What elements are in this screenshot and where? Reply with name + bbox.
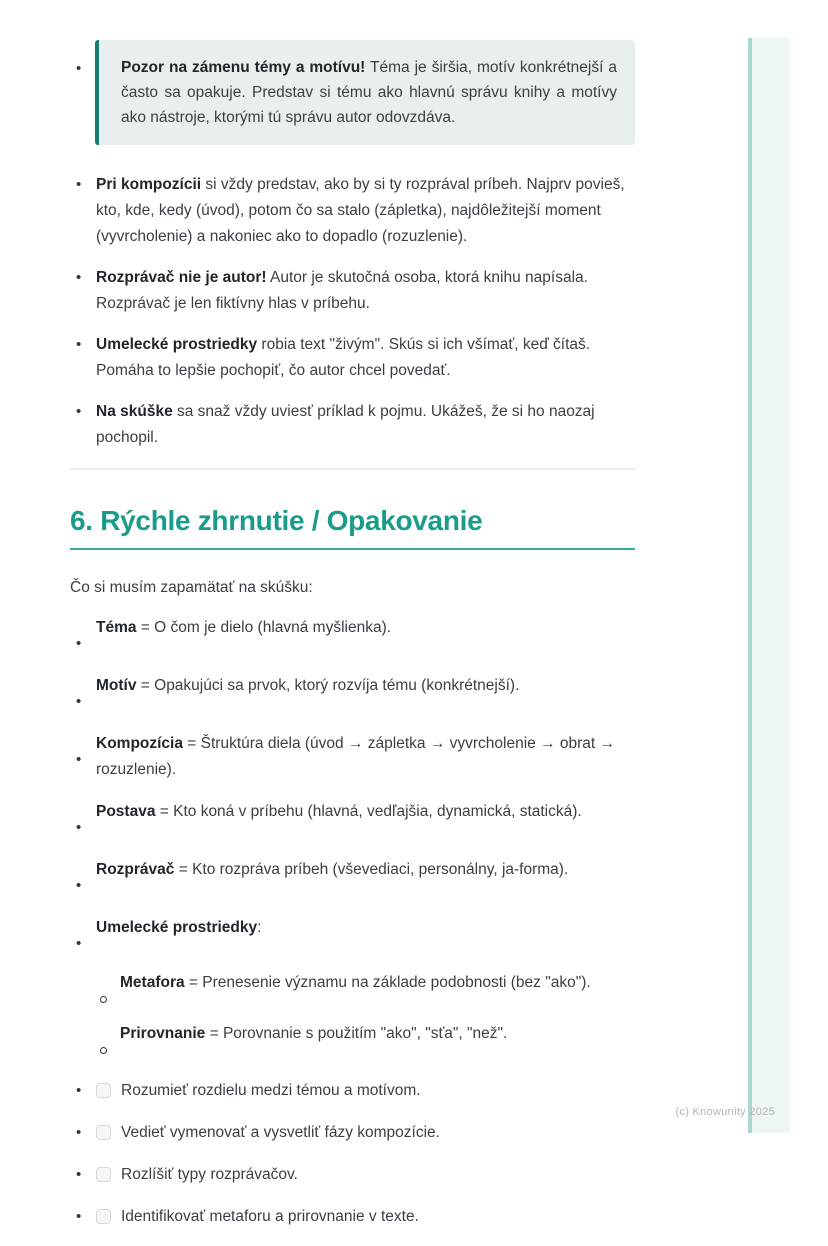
tip-text: sa snaž vždy uviesť príklad k pojmu. Ukážeš, že si ho naozaj pochopil.: [96, 403, 595, 446]
tips-list: [70, 172, 635, 451]
circle-bullet-icon: [100, 1021, 120, 1063]
bullet-icon: •: [76, 336, 82, 353]
checklist-item: [70, 1078, 635, 1104]
bullet-icon: •: [76, 877, 82, 894]
list-item: [70, 172, 635, 250]
sub-list-item: [70, 970, 635, 1012]
section-divider: [70, 468, 635, 470]
list-item: [70, 799, 635, 841]
tip-text: robia text "živým". Skús si ich všímať, keď čítaš. Pomáha to lepšie pochopiť, čo autor chcel povedať.: [96, 336, 591, 379]
summary-text: = Štruktúra diela (úvod → zápletka → vyvrcholenie → obrat → rozuzlenie).: [96, 735, 616, 778]
checklist-label: Vedieť vymenovať a vysvetliť fázy kompozície.: [121, 1124, 440, 1141]
tip-term: Umelecké prostriedky: [96, 336, 258, 353]
sub-text: = Porovnanie s použitím "ako", "sťa", "než".: [205, 1025, 508, 1042]
tip-term: Rozprávač nie je autor!: [96, 269, 267, 286]
summary-term: Kompozícia: [96, 735, 183, 752]
section-heading: 6. Rýchle zhrnutie / Opakovanie: [70, 504, 635, 550]
callout-list-item: [70, 40, 635, 145]
summary-text: = Opakujúci sa prvok, ktorý rozvíja tému (konkrétnejší).: [136, 677, 520, 694]
callout-body-text: Téma je širšia, motív konkrétnejší a často sa opakuje. Predstav si tému ako hlavnú správu knihy a motívy ako nástroje, ktorými tú správu autor odovzdáva.: [121, 59, 617, 126]
checkbox[interactable]: [96, 1167, 111, 1182]
watermark: (c) Knowunity 2025: [675, 1106, 775, 1118]
bullet-icon: •: [76, 403, 82, 420]
summary-text: = Kto rozpráva príbeh (vševediaci, personálny, ja-forma).: [174, 861, 569, 878]
bullet-icon: •: [76, 935, 82, 952]
list-item: [70, 265, 635, 317]
bullet-icon: •: [76, 751, 82, 768]
sub-text: = Prenesenie významu na základe podobnosti (bez "ako").: [184, 974, 591, 991]
bullet-icon: •: [76, 1166, 82, 1183]
list-item: [70, 857, 635, 899]
checkbox[interactable]: [96, 1125, 111, 1140]
bullet-icon: •: [76, 1082, 82, 1099]
bullet-icon: •: [76, 176, 82, 193]
page-edge-line: [748, 38, 752, 1133]
summary-term: Rozprávač: [96, 861, 175, 878]
callout-bold-text: Pozor na zámenu témy a motívu!: [121, 59, 366, 76]
bullet-icon: •: [76, 1124, 82, 1141]
bullet-icon: •: [76, 819, 82, 836]
summary-text: = O čom je dielo (hlavná myšlienka).: [136, 619, 392, 636]
list-item: [70, 731, 635, 783]
list-item: [70, 915, 635, 957]
sub-term: Metafora: [120, 974, 185, 991]
checklist-item: [70, 1120, 635, 1146]
sub-list-item: [70, 1021, 635, 1063]
sub-list: [70, 970, 635, 1063]
tip-text: si vždy predstav, ako by si ty rozprával príbeh. Najprv povieš, kto, kde, kedy (úvod), potom čo sa stalo (zápletka), najdôležitejší moment (vyvrcholenie) a nakoniec ako to dopadlo (rozuzlenie).: [96, 176, 625, 245]
list-item: [70, 332, 635, 384]
summary-list: [70, 615, 635, 1230]
list-item: [70, 673, 635, 715]
checklist-item: [70, 1204, 635, 1230]
checkbox[interactable]: [96, 1209, 111, 1224]
list-item: [70, 615, 635, 657]
tip-term: Na skúške: [96, 403, 173, 420]
checklist-label: Identifikovať metaforu a prirovnanie v texte.: [121, 1208, 419, 1225]
summary-term: Umelecké prostriedky: [96, 919, 258, 936]
bullet-icon: •: [76, 1208, 82, 1225]
callout: [95, 40, 635, 145]
summary-term: Téma: [96, 619, 137, 636]
summary-text: = Kto koná v príbehu (hlavná, vedľajšia, dynamická, statická).: [155, 803, 582, 820]
checklist-label: Rozumieť rozdielu medzi témou a motívom.: [121, 1082, 421, 1099]
bullet-icon: •: [76, 60, 82, 77]
sub-term: Prirovnanie: [120, 1025, 206, 1042]
page-edge-strip: [752, 38, 790, 1133]
checklist-item: [70, 1162, 635, 1188]
tip-text: Autor je skutočná osoba, ktorá knihu napísala. Rozprávač je len fiktívny hlas v príbehu.: [96, 269, 588, 312]
tip-term: Pri kompozícii: [96, 176, 202, 193]
bullet-icon: •: [76, 635, 82, 652]
checklist-label: Rozlíšiť typy rozprávačov.: [121, 1166, 298, 1183]
list-item: [70, 399, 635, 451]
section-intro: Čo si musím zapamätať na skúšku:: [70, 579, 313, 596]
summary-term: Motív: [96, 677, 137, 694]
bullet-icon: •: [76, 269, 82, 286]
document-content: [70, 0, 635, 1246]
bullet-icon: •: [76, 693, 82, 710]
checkbox[interactable]: [96, 1083, 111, 1098]
summary-text: :: [257, 919, 262, 936]
circle-bullet-icon: [100, 970, 120, 1012]
summary-term: Postava: [96, 803, 156, 820]
